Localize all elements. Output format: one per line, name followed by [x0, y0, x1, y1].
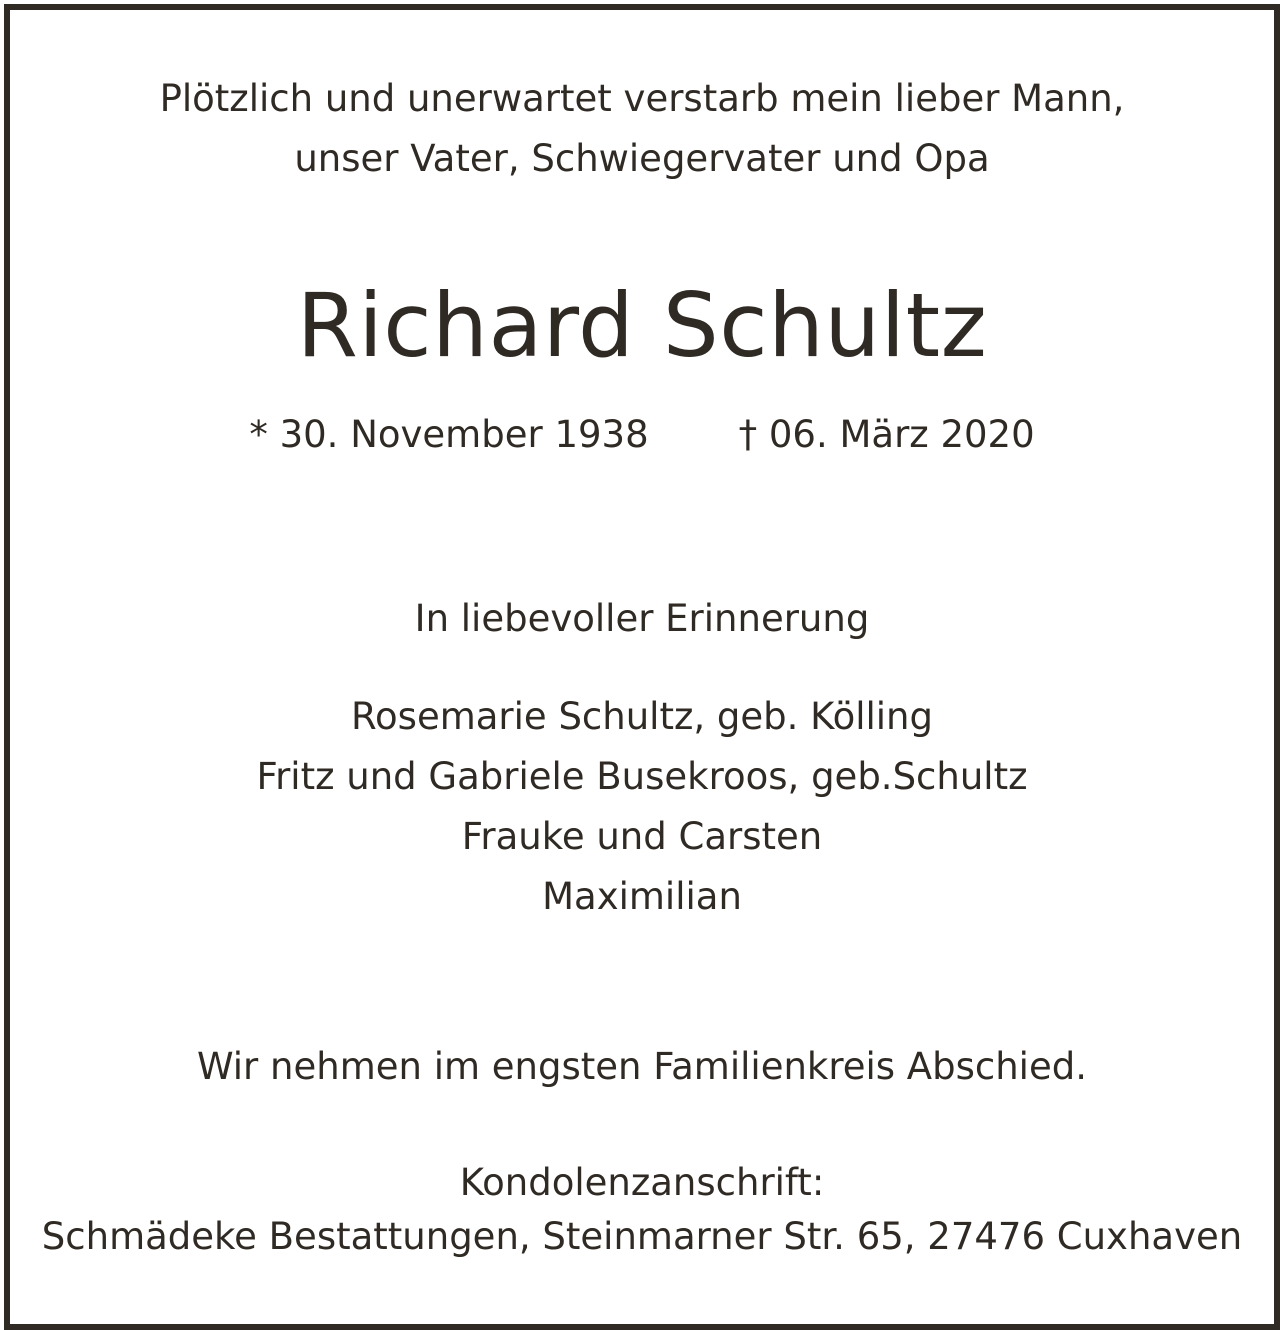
intro-line-1: Plötzlich und unerwartet verstarb mein lieber Mann, — [159, 77, 1125, 120]
farewell-line: Wir nehmen im engsten Familienkreis Abschied. — [197, 1045, 1087, 1088]
intro-line-2: unser Vater, Schwiegervater und Opa — [294, 137, 990, 180]
mourner-2: Fritz und Gabriele Busekroos, geb.Schultz — [256, 755, 1028, 798]
birth-date: * 30. November 1938 — [249, 413, 649, 456]
memory-line: In liebevoller Erinnerung — [414, 597, 870, 640]
obituary-frame — [4, 4, 1280, 1330]
life-dates — [10, 413, 1274, 456]
condolence-address: Schmädeke Bestattungen, Steinmarner Str. 65, 27476 Cuxhaven — [41, 1215, 1243, 1258]
condolence-label: Kondolenzanschrift: — [459, 1161, 825, 1204]
mourner-3: Frauke und Carsten — [461, 815, 823, 858]
death-date: † 06. März 2020 — [738, 413, 1035, 456]
deceased-name: Richard Schultz — [296, 274, 988, 377]
mourner-1: Rosemarie Schultz, geb. Kölling — [350, 695, 933, 738]
mourner-4: Maximilian — [542, 875, 742, 918]
